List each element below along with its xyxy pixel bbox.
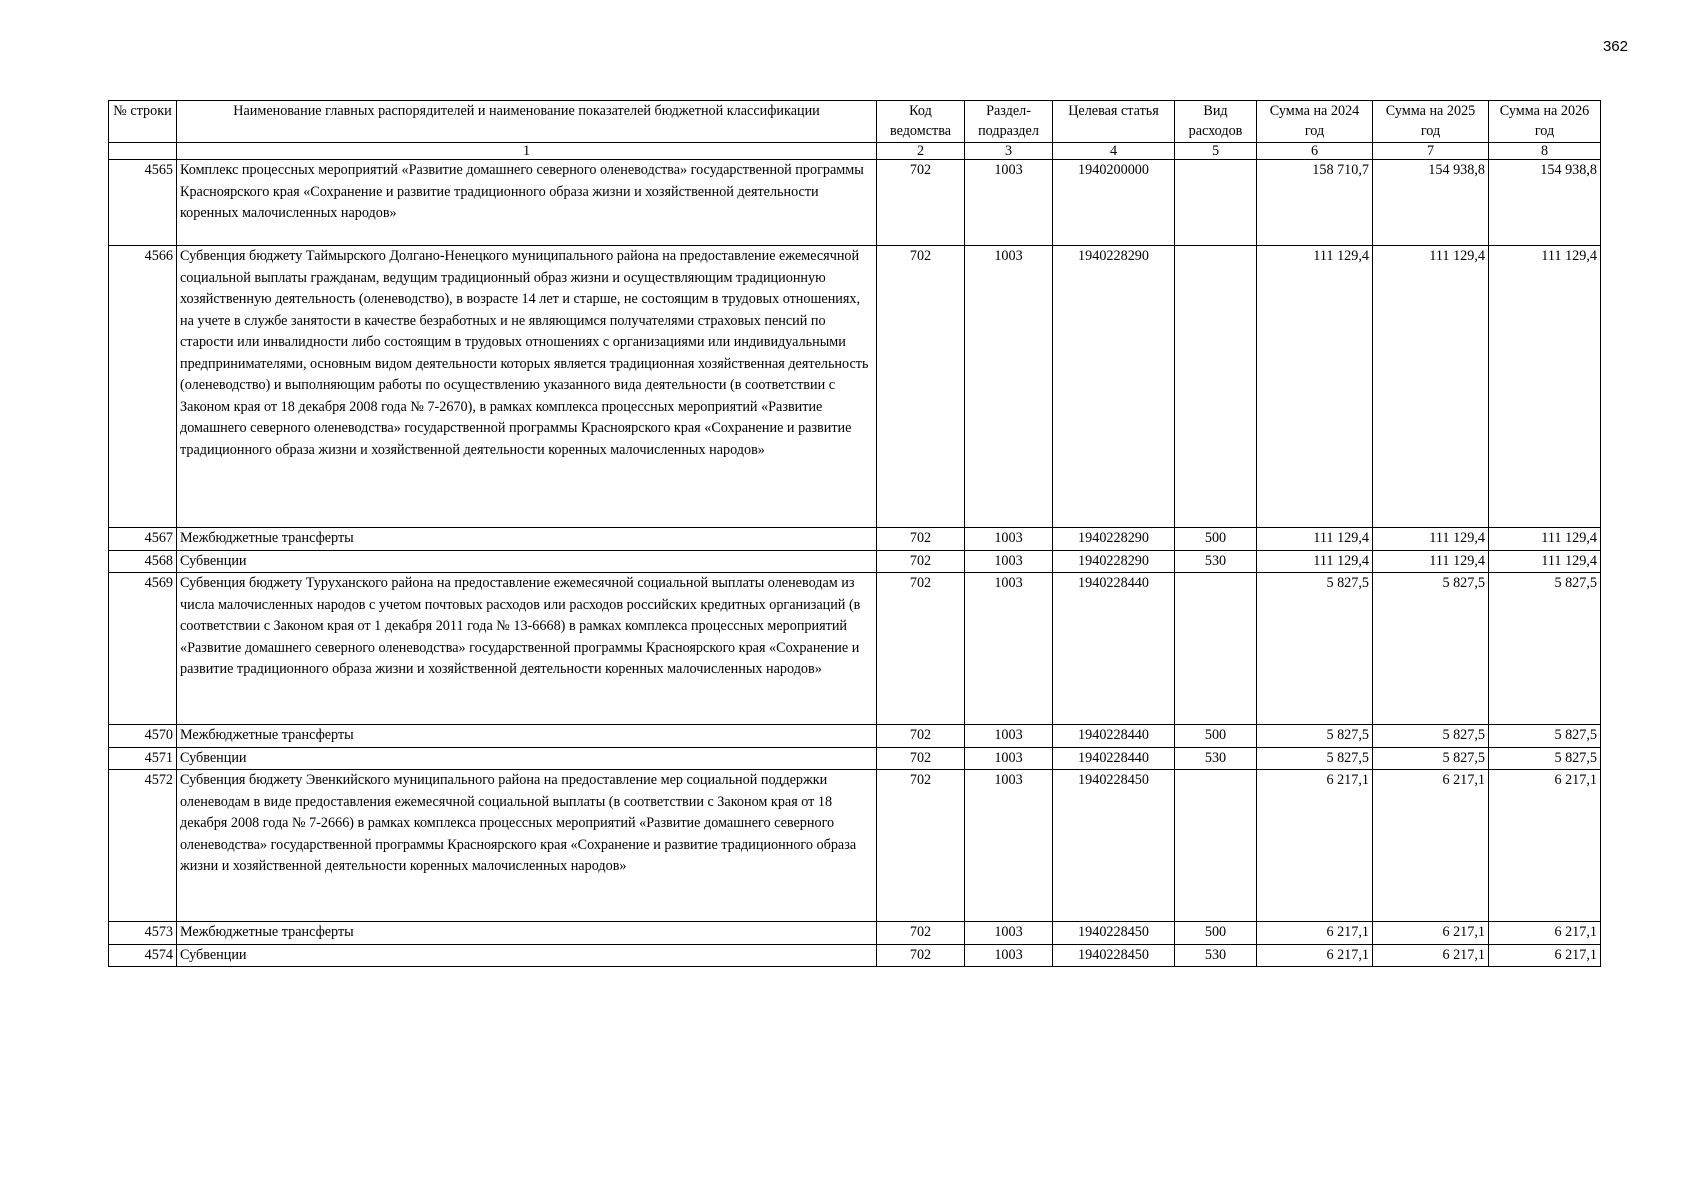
section-code: 1003 <box>965 944 1053 967</box>
section-code: 1003 <box>965 573 1053 725</box>
row-name: Субвенция бюджету Эвенкийского муниципального района на предоставление мер социальной поддержки оленеводам в виде предоставления ежемесячной социальной выплаты (в соответствии с Законом края от 18 декабря 2008 года № 7-2666) в рамках комплекса процессных мероприятий «Развитие домашнего северного оленеводства» государственной программы Красноярского края «Сохранение и развитие традиционного образа жизни и хозяйственной деятельности коренных малочисленных народов» <box>177 770 877 922</box>
row-number: 4574 <box>109 944 177 967</box>
sum-2024: 6 217,1 <box>1257 770 1373 922</box>
column-number <box>109 143 177 160</box>
header-section: Раздел-подраздел <box>965 101 1053 143</box>
column-number: 1 <box>177 143 877 160</box>
sum-2024: 5 827,5 <box>1257 747 1373 770</box>
row-number: 4569 <box>109 573 177 725</box>
section-code: 1003 <box>965 747 1053 770</box>
header-target-item: Целевая статья <box>1053 101 1175 143</box>
target-item-code: 1940228290 <box>1053 528 1175 551</box>
target-item-code: 1940228290 <box>1053 246 1175 528</box>
sum-2024: 5 827,5 <box>1257 725 1373 748</box>
sum-2024: 111 129,4 <box>1257 550 1373 573</box>
expense-type-code: 500 <box>1175 922 1257 945</box>
column-number-row <box>109 143 1601 160</box>
expense-type-code <box>1175 246 1257 528</box>
department-code: 702 <box>877 160 965 246</box>
sum-2025: 5 827,5 <box>1373 725 1489 748</box>
sum-2025: 5 827,5 <box>1373 747 1489 770</box>
row-name: Субвенция бюджету Туруханского района на предоставление ежемесячной социальной выплаты оленеводам из числа малочисленных народов с учетом почтовых расходов или расходов российских кредитных организаций (в соответствии с Законом края от 1 декабря 2011 года № 13-6668) в рамках комплекса процессных мероприятий «Развитие домашнего северного оленеводства» государственной программы Красноярского края «Сохранение и развитие традиционного образа жизни и хозяйственной деятельности коренных малочисленных народов» <box>177 573 877 725</box>
row-number: 4572 <box>109 770 177 922</box>
table-row <box>109 725 1601 748</box>
sum-2025: 111 129,4 <box>1373 550 1489 573</box>
header-name: Наименование главных распорядителей и наименование показателей бюджетной классификации <box>177 101 877 143</box>
section-code: 1003 <box>965 770 1053 922</box>
department-code: 702 <box>877 747 965 770</box>
sum-2025: 5 827,5 <box>1373 573 1489 725</box>
header-row-number: № строки <box>109 101 177 143</box>
column-number: 4 <box>1053 143 1175 160</box>
row-name: Комплекс процессных мероприятий «Развитие домашнего северного оленеводства» государственной программы Красноярского края «Сохранение и развитие традиционного образа жизни и хозяйственной деятельности коренных малочисленных народов» <box>177 160 877 246</box>
table-row <box>109 770 1601 922</box>
sum-2024: 6 217,1 <box>1257 944 1373 967</box>
header-department-code: Код ведомства <box>877 101 965 143</box>
table-row <box>109 550 1601 573</box>
column-number: 5 <box>1175 143 1257 160</box>
target-item-code: 1940228440 <box>1053 747 1175 770</box>
sum-2026: 6 217,1 <box>1489 922 1601 945</box>
column-number: 3 <box>965 143 1053 160</box>
row-name: Субвенции <box>177 550 877 573</box>
expense-type-code <box>1175 573 1257 725</box>
sum-2026: 5 827,5 <box>1489 725 1601 748</box>
row-name: Субвенция бюджету Таймырского Долгано-Ненецкого муниципального района на предоставление ежемесячной социальной выплаты гражданам, ведущим традиционный образ жизни и осуществляющим традиционную хозяйственную деятельность (оленеводство), в возрасте 14 лет и старше, не состоящим в трудовых отношениях, на учете в службе занятости в качестве безработных и не являющимся получателями страховых пенсий по старости или инвалидности либо состоящим в трудовых отношениях с организациями или индивидуальными предпринимателями, основным видом деятельности которых является традиционная хозяйственная деятельность (оленеводство) и выполняющим работы по осуществлению указанного вида деятельности (в соответствии с Законом края от 18 декабря 2008 года № 7-2670), в рамках комплекса процессных мероприятий «Развитие домашнего северного оленеводства» государственной программы Красноярского края «Сохранение и развитие традиционного образа жизни и хозяйственной деятельности коренных малочисленных народов» <box>177 246 877 528</box>
department-code: 702 <box>877 725 965 748</box>
row-number: 4567 <box>109 528 177 551</box>
header-sum-2025: Сумма на 2025 год <box>1373 101 1489 143</box>
row-name: Межбюджетные трансферты <box>177 725 877 748</box>
sum-2024: 6 217,1 <box>1257 922 1373 945</box>
section-code: 1003 <box>965 922 1053 945</box>
expense-type-code: 500 <box>1175 725 1257 748</box>
row-number: 4565 <box>109 160 177 246</box>
expense-type-code: 530 <box>1175 944 1257 967</box>
row-name: Субвенции <box>177 747 877 770</box>
department-code: 702 <box>877 246 965 528</box>
sum-2025: 111 129,4 <box>1373 246 1489 528</box>
row-number: 4566 <box>109 246 177 528</box>
header-expense-type: Вид расходов <box>1175 101 1257 143</box>
header-sum-2026: Сумма на 2026 год <box>1489 101 1601 143</box>
section-code: 1003 <box>965 246 1053 528</box>
sum-2025: 6 217,1 <box>1373 770 1489 922</box>
table-row <box>109 922 1601 945</box>
sum-2025: 6 217,1 <box>1373 944 1489 967</box>
expense-type-code: 500 <box>1175 528 1257 551</box>
expense-type-code <box>1175 770 1257 922</box>
department-code: 702 <box>877 944 965 967</box>
target-item-code: 1940228450 <box>1053 770 1175 922</box>
header-row <box>109 101 1601 143</box>
sum-2024: 111 129,4 <box>1257 246 1373 528</box>
department-code: 702 <box>877 573 965 725</box>
sum-2026: 111 129,4 <box>1489 550 1601 573</box>
table-row <box>109 944 1601 967</box>
sum-2026: 5 827,5 <box>1489 747 1601 770</box>
target-item-code: 1940228450 <box>1053 944 1175 967</box>
target-item-code: 1940228440 <box>1053 573 1175 725</box>
target-item-code: 1940228290 <box>1053 550 1175 573</box>
row-number: 4570 <box>109 725 177 748</box>
section-code: 1003 <box>965 160 1053 246</box>
expense-type-code <box>1175 160 1257 246</box>
sum-2024: 111 129,4 <box>1257 528 1373 551</box>
sum-2026: 6 217,1 <box>1489 944 1601 967</box>
department-code: 702 <box>877 922 965 945</box>
sum-2026: 154 938,8 <box>1489 160 1601 246</box>
sum-2026: 5 827,5 <box>1489 573 1601 725</box>
section-code: 1003 <box>965 725 1053 748</box>
row-number: 4568 <box>109 550 177 573</box>
table-row <box>109 747 1601 770</box>
sum-2024: 5 827,5 <box>1257 573 1373 725</box>
column-number: 2 <box>877 143 965 160</box>
header-sum-2024: Сумма на 2024 год <box>1257 101 1373 143</box>
target-item-code: 1940228440 <box>1053 725 1175 748</box>
sum-2025: 111 129,4 <box>1373 528 1489 551</box>
row-name: Межбюджетные трансферты <box>177 528 877 551</box>
sum-2026: 111 129,4 <box>1489 246 1601 528</box>
table-row <box>109 160 1601 246</box>
row-number: 4571 <box>109 747 177 770</box>
department-code: 702 <box>877 528 965 551</box>
column-number: 8 <box>1489 143 1601 160</box>
expense-type-code: 530 <box>1175 747 1257 770</box>
table-row <box>109 528 1601 551</box>
expense-type-code: 530 <box>1175 550 1257 573</box>
section-code: 1003 <box>965 550 1053 573</box>
target-item-code: 1940200000 <box>1053 160 1175 246</box>
sum-2026: 111 129,4 <box>1489 528 1601 551</box>
column-number: 6 <box>1257 143 1373 160</box>
column-number: 7 <box>1373 143 1489 160</box>
row-name: Межбюджетные трансферты <box>177 922 877 945</box>
department-code: 702 <box>877 770 965 922</box>
row-number: 4573 <box>109 922 177 945</box>
row-name: Субвенции <box>177 944 877 967</box>
target-item-code: 1940228450 <box>1053 922 1175 945</box>
section-code: 1003 <box>965 528 1053 551</box>
sum-2024: 158 710,7 <box>1257 160 1373 246</box>
table-row <box>109 246 1601 528</box>
sum-2025: 154 938,8 <box>1373 160 1489 246</box>
budget-table <box>108 100 1601 967</box>
sum-2025: 6 217,1 <box>1373 922 1489 945</box>
table-row <box>109 573 1601 725</box>
page-number: 362 <box>1602 38 1628 55</box>
department-code: 702 <box>877 550 965 573</box>
sum-2026: 6 217,1 <box>1489 770 1601 922</box>
